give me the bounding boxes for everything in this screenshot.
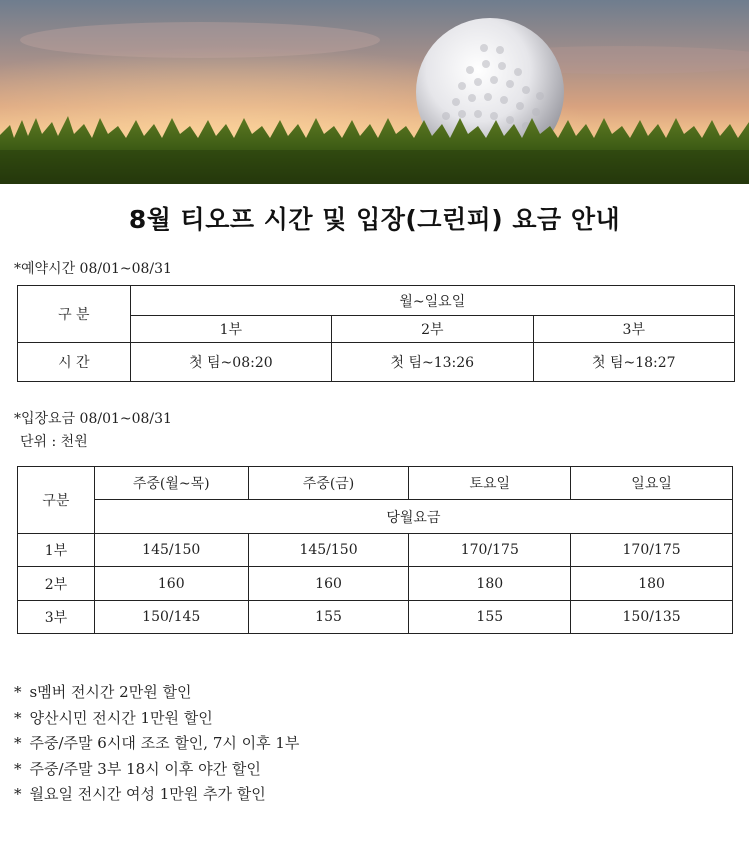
table-row: [18, 567, 733, 601]
tee-time-table: [17, 285, 735, 382]
list-item: [14, 706, 299, 732]
fee-cell: 150/145: [94, 601, 248, 634]
column-header: 토요일: [409, 467, 571, 500]
monthly-fee-subheader: 당월요금: [94, 500, 732, 534]
part-cell: 2부: [18, 567, 95, 601]
day-range-cell: 월~일요일: [130, 286, 734, 316]
page-title: 8월 티오프 시간 및 입장(그린피) 요금 안내: [128, 205, 621, 234]
section-header-cell: 구 분: [18, 286, 131, 343]
table-row: [18, 601, 733, 634]
reservation-period-label: *예약시간 08/01~08/31: [14, 261, 172, 277]
fee-cell: 160: [248, 567, 409, 601]
fee-cell: 180: [571, 567, 733, 601]
note-text: s멤버 전시간 2만원 할인: [29, 683, 192, 701]
part-header: 3부: [533, 316, 734, 343]
time-row-label: 시 간: [18, 343, 131, 382]
part-header: 1부: [130, 316, 331, 343]
list-item: [14, 680, 299, 706]
admission-period-label: *입장요금 08/01~08/31: [14, 411, 172, 427]
note-text: 주중/주말 6시대 조조 할인, 7시 이후 1부: [29, 734, 300, 752]
fee-cell: 145/150: [94, 534, 248, 567]
list-item: [14, 731, 299, 757]
bullet-star: *: [14, 785, 22, 803]
table-row: [18, 534, 733, 567]
part-cell: 3부: [18, 601, 95, 634]
fee-cell: 170/175: [571, 534, 733, 567]
fee-cell: 160: [94, 567, 248, 601]
fee-cell: 170/175: [409, 534, 571, 567]
fee-cell: 180: [409, 567, 571, 601]
part-cell: 1부: [18, 534, 95, 567]
golf-ball-on-grass-at-sunset: [0, 0, 749, 184]
note-text: 양산시민 전시간 1만원 할인: [29, 708, 213, 727]
bullet-star: *: [14, 683, 22, 701]
note-text: 월요일 전시간 여성 1만원 추가 할인: [29, 785, 266, 803]
fee-cell: 150/135: [571, 601, 733, 634]
unit-label: 단위 : 천원: [20, 434, 88, 450]
admission-fee-table: [17, 466, 733, 634]
tee-time-cell: 첫 팀~18:27: [533, 343, 734, 382]
fee-cell: 145/150: [248, 534, 409, 567]
column-header: 주중(금): [248, 467, 409, 500]
tee-time-cell: 첫 팀~08:20: [130, 343, 331, 382]
column-header: 일요일: [571, 467, 733, 500]
list-item: [14, 757, 299, 783]
fee-cell: 155: [248, 601, 409, 634]
column-header: 주중(월~목): [94, 467, 248, 500]
header-photo: [0, 0, 749, 184]
list-item: [14, 782, 299, 808]
bullet-star: *: [14, 759, 22, 778]
discount-notes: [14, 680, 299, 808]
bullet-star: *: [14, 734, 22, 752]
tee-time-cell: 첫 팀~13:26: [332, 343, 533, 382]
section-header-cell: 구분: [18, 467, 95, 534]
fee-cell: 155: [409, 601, 571, 634]
note-text: 주중/주말 3부 18시 이후 야간 할인: [29, 759, 261, 778]
bullet-star: *: [14, 708, 22, 727]
part-header: 2부: [332, 316, 533, 343]
